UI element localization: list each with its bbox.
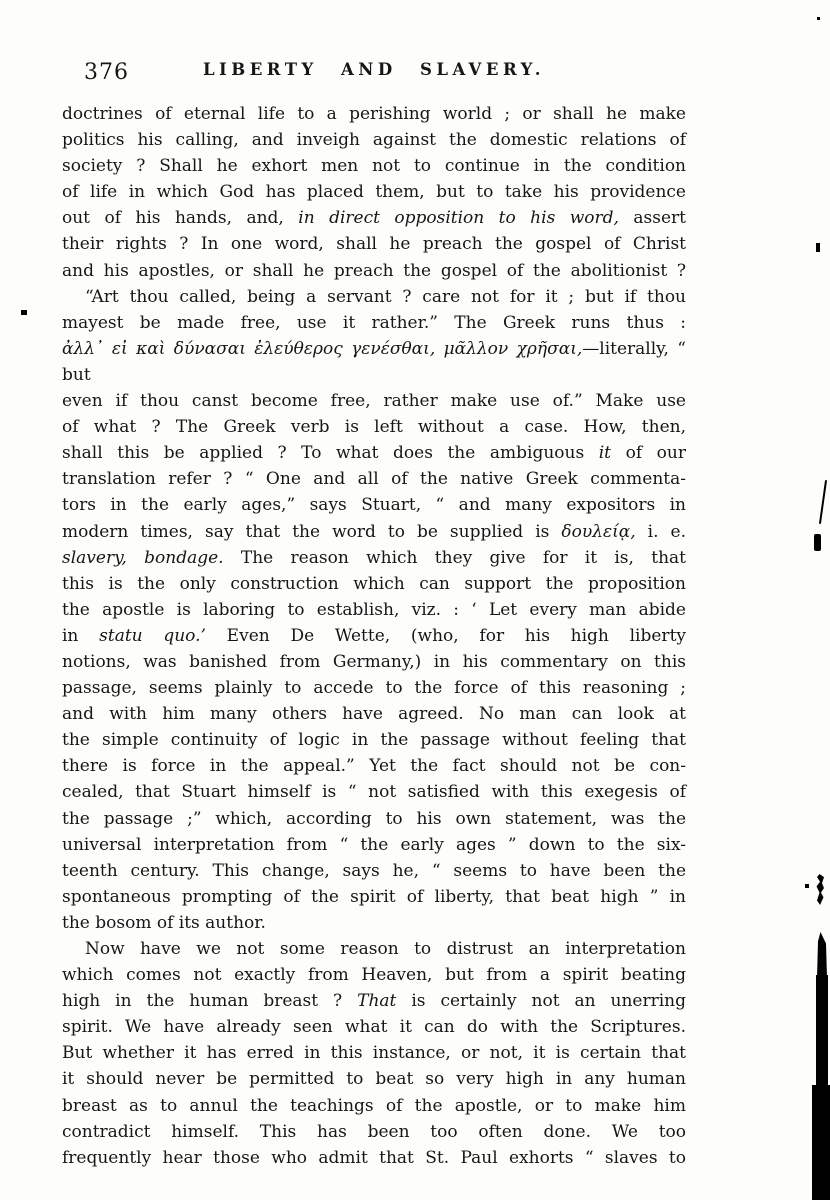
text-line: shall this be applied ? To what does the ambiguous it of our [62, 443, 686, 464]
text-line: modern times, say that the word to be supplied is δουλείᾳ, i. e. [62, 521, 686, 542]
text-line: this is the only construction which can support the proposition [62, 573, 686, 594]
text-line: of what ? The Greek verb is left without a case. How, then, [62, 417, 686, 438]
text-line: the bosom of its author. [62, 912, 266, 933]
text-line: Now have we not some reason to distrust an interpretation [85, 939, 686, 959]
scan-artifact-tick [816, 243, 820, 252]
text-line: it should never be permitted to beat so very high in any human [62, 1069, 686, 1090]
text-line: society ? Shall he exhort men not to continue in the condition [62, 156, 686, 177]
scan-artifact-scratch [819, 480, 827, 524]
text-line: notions, was banished from Germany,) in his commentary on this [62, 651, 686, 672]
text-line: teenth century. This change, says he, “ seems to have been the [62, 860, 686, 881]
text-line: the passage ;” which, according to his own statement, was the [62, 808, 686, 829]
text-line: there is force in the appeal.” Yet the fact should not be con- [62, 756, 686, 777]
text-line: spontaneous prompting of the spirit of liberty, that beat high ” in [62, 886, 686, 907]
page-number: 376 [84, 60, 129, 85]
text-line: contradict himself. This has been too often done. We too [62, 1121, 686, 1142]
text-line: “Art thou called, being a servant ? care not for it ; but if thou [85, 286, 686, 307]
page-body [62, 101, 686, 1171]
text-line: ἀλλ᾽ εἰ καὶ δύνασαι ἐλεύθερος γενέσθαι, μᾶλλον χρῆσαι,—literally, “ but [62, 338, 686, 385]
text-line: politics his calling, and inveigh against the domestic relations of [62, 130, 686, 151]
text-line: mayest be made free, use it rather.” The Greek runs thus : [62, 312, 686, 333]
text-line: spirit. We have already seen what it can do with the Scriptures. [62, 1017, 686, 1038]
text-line: and with him many others have agreed. No man can look at [62, 704, 686, 725]
text-line: breast as to annul the teachings of the apostle, or to make him [62, 1095, 686, 1116]
scan-artifact-blob [814, 534, 821, 551]
text-line: and his apostles, or shall he preach the gospel of the abolitionist ? [62, 260, 686, 281]
scan-artifact-dot [805, 884, 809, 888]
text-line: tors in the early ages,” says Stuart, “ and many expositors in [62, 495, 686, 516]
text-line: passage, seems plainly to accede to the force of this reasoning ; [62, 678, 686, 699]
scan-artifact-dot [21, 310, 27, 315]
scan-artifact-bar [817, 932, 827, 978]
text-line: doctrines of eternal life to a perishing world ; or shall he make [62, 104, 686, 124]
text-line: translation refer ? “ One and all of the native Greek commenta- [62, 469, 686, 490]
text-line: cealed, that Stuart himself is “ not satisfied with this exegesis of [62, 782, 686, 803]
text-line: of life in which God has placed them, but to take his providence [62, 182, 686, 203]
text-line: But whether it has erred in this instance, or not, it is certain that [62, 1043, 686, 1064]
running-title: LIBERTY AND SLAVERY. [202, 60, 546, 79]
scan-artifact-bar [816, 975, 828, 1087]
text-line: even if thou canst become free, rather make use of.” Make use [62, 391, 686, 412]
text-line: high in the human breast ? That is certainly not an unerring [62, 991, 686, 1012]
text-line: their rights ? In one word, shall he preach the gospel of Christ [62, 234, 686, 255]
text-line: which comes not exactly from Heaven, but from a spirit beating [62, 965, 686, 986]
text-line: the simple continuity of logic in the passage without feeling that [62, 730, 686, 751]
text-line: frequently hear those who admit that St. Paul exhorts “ slaves to [62, 1147, 686, 1168]
text-line: slavery, bondage. The reason which they give for it is, that [62, 547, 686, 568]
scan-artifact-dot [817, 17, 820, 20]
text-line: universal interpretation from “ the early ages ” down to the six- [62, 834, 686, 855]
scan-artifact-squiggle [814, 874, 824, 905]
text-line: the apostle is laboring to establish, viz. : ‘ Let every man abide [62, 599, 686, 620]
scan-artifact-bar [812, 1085, 830, 1200]
text-line: out of his hands, and, in direct opposition to his word, assert [62, 208, 686, 229]
running-head [62, 58, 686, 88]
text-line: in statu quo.’ Even De Wette, (who, for his high liberty [62, 625, 686, 646]
